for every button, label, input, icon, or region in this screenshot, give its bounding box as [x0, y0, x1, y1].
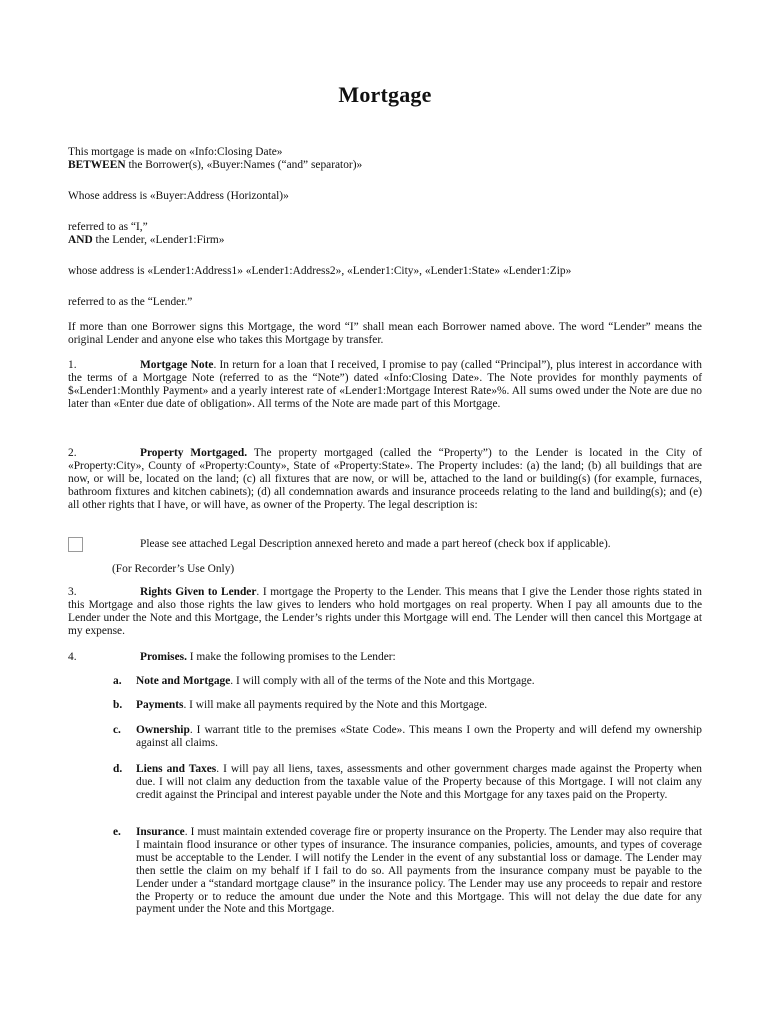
section-3-heading: Rights Given to Lender — [140, 586, 257, 598]
promise-text: . I will pay all liens, taxes, assessments and other government charges made against the Property when due. I will not claim any deduction from the taxable value of the Property because of this Mortgage. I will not claim any credit against the Principal and interest payable under the Note and this Mortgage for any taxes paid on the Property. — [136, 763, 702, 801]
section-1-text: . In return for a loan that I received, I promise to pay (called “Principal”), plus interest in accordance with the terms of a Mortgage Note (referred to as the “Note”) dated «Info:Closing Date». The Note provides for monthly payments of $«Lender1:Monthly Payment» and a yearly interest rate of «Lender1:Mortgage Interest Rate»%. All sums owed under the Note are due no later than «Enter due date of obligation». All terms of the Note are made part of this Mortgage. — [68, 359, 702, 410]
document-title: Mortgage — [338, 82, 432, 107]
lender-block — [68, 221, 702, 247]
section-2 — [68, 447, 702, 512]
section-1 — [68, 359, 702, 411]
promise-heading: Payments — [136, 699, 184, 711]
promise-letter: c. — [113, 724, 121, 736]
promise-item — [113, 724, 702, 750]
recorder-note: (For Recorder’s Use Only) — [112, 563, 235, 575]
intro-block — [68, 146, 702, 172]
section-3-text: . I mortgage the Property to the Lender. This means that I give the Lender those rights stated in this Mortgage and also those rights the law gives to lenders who hold mortgages on real property. When I pay all amounts due to the Lender under the Note and this Mortgage, the Lender’s rights under this Mortgage will end. The Lender will then cancel this Mortgage at my expense. — [68, 586, 702, 637]
promise-letter: b. — [113, 699, 123, 711]
legal-description-text: Please see attached Legal Description annexed hereto and made a part hereof (check box if applicable). — [140, 538, 611, 550]
and-text: the Lender, «Lender1:Firm» — [92, 233, 225, 246]
section-2-number: 2. — [68, 447, 77, 459]
section-3-number: 3. — [68, 586, 77, 598]
promise-heading: Insurance — [136, 826, 185, 838]
section-2-text: The property mortgaged (called the “Property”) to the Lender is located in the City of «Property:City», County of «Property:County», State of «Property:State». The Property includes: (a) the land; (b) all buildings that are now, or will be, located on the land; (c) all fixtures that are now, or will be, attached to the land or building(s) (for example, furnaces, bathroom fixtures and kitchen cabinets); (d) all condemnation awards and insurance proceeds relating to the land and building(s); and (e) all other rights that I have, or will have, as owner of the Property. The legal description is: — [68, 447, 703, 511]
promise-heading: Ownership — [136, 724, 190, 736]
definition-paragraph: If more than one Borrower signs this Mortgage, the word “I” shall mean each Borrower named above. The word “Lender” means the original Lender and anyone else who takes this Mortgage by transfer. — [68, 321, 702, 346]
promise-letter: d. — [113, 763, 123, 775]
borrower-address: Whose address is «Buyer:Address (Horizontal)» — [68, 190, 289, 202]
promise-letter: a. — [113, 675, 122, 687]
section-4-number: 4. — [68, 651, 77, 663]
promise-body — [136, 675, 702, 688]
promise-heading: Note and Mortgage — [136, 675, 231, 687]
promise-body — [136, 724, 702, 750]
section-3 — [68, 586, 702, 638]
section-4-heading: Promises. — [140, 651, 187, 663]
promise-item — [113, 826, 702, 916]
referred-as-lender: referred to as the “Lender.” — [68, 296, 193, 308]
lender-address: whose address is «Lender1:Address1» «Lender1:Address2», «Lender1:City», «Lender1:State» «Lender1:Zip» — [68, 265, 572, 277]
promise-body — [136, 699, 702, 712]
promise-item — [113, 763, 702, 802]
referred-as-i: referred to as “I,” — [68, 221, 148, 233]
promise-body — [136, 826, 702, 916]
promise-body — [136, 763, 702, 802]
promise-item — [113, 675, 702, 688]
section-1-number: 1. — [68, 359, 77, 371]
intro-line: This mortgage is made on «Info:Closing Date» — [68, 146, 283, 158]
promise-text: . I will make all payments required by the Note and this Mortgage. — [183, 699, 488, 711]
promise-text: . I warrant title to the premises «State Code». This means I own the Property and will defend my ownership against all claims. — [136, 724, 702, 749]
promise-item — [113, 699, 702, 712]
and-label: AND — [68, 233, 93, 246]
section-1-heading: Mortgage Note — [140, 359, 214, 371]
section-4 — [68, 651, 702, 664]
promise-text: . I must maintain extended coverage fire or property insurance on the Property. The Lender may also require that I maintain flood insurance or other types of insurance. The insurance companies, policies, amounts, and types of coverage must be acceptable to the Lender. I will notify the Lender in the event of any substantial loss or damage. The Lender may then settle the claim on my behalf if I fail to do so. All payments from the insurance company must be payable to the Lender under a “standard mortgage clause” in the insurance policy. The Lender may use any proceeds to repair and restore the Property or to reduce the amount due under the Note and this Mortgage. This will not delay the due date for any payment under the Note and this Mortgage. — [136, 826, 702, 916]
promise-text: . I will comply with all of the terms of the Note and this Mortgage. — [230, 675, 535, 687]
section-4-text: I make the following promises to the Lender: — [186, 651, 396, 663]
between-text: the Borrower(s), «Buyer:Names (“and” separator)» — [125, 158, 363, 171]
promise-heading: Liens and Taxes — [136, 763, 217, 775]
section-2-heading: Property Mortgaged. — [140, 447, 248, 459]
between-label: BETWEEN — [68, 158, 126, 171]
promise-letter: e. — [113, 826, 121, 838]
